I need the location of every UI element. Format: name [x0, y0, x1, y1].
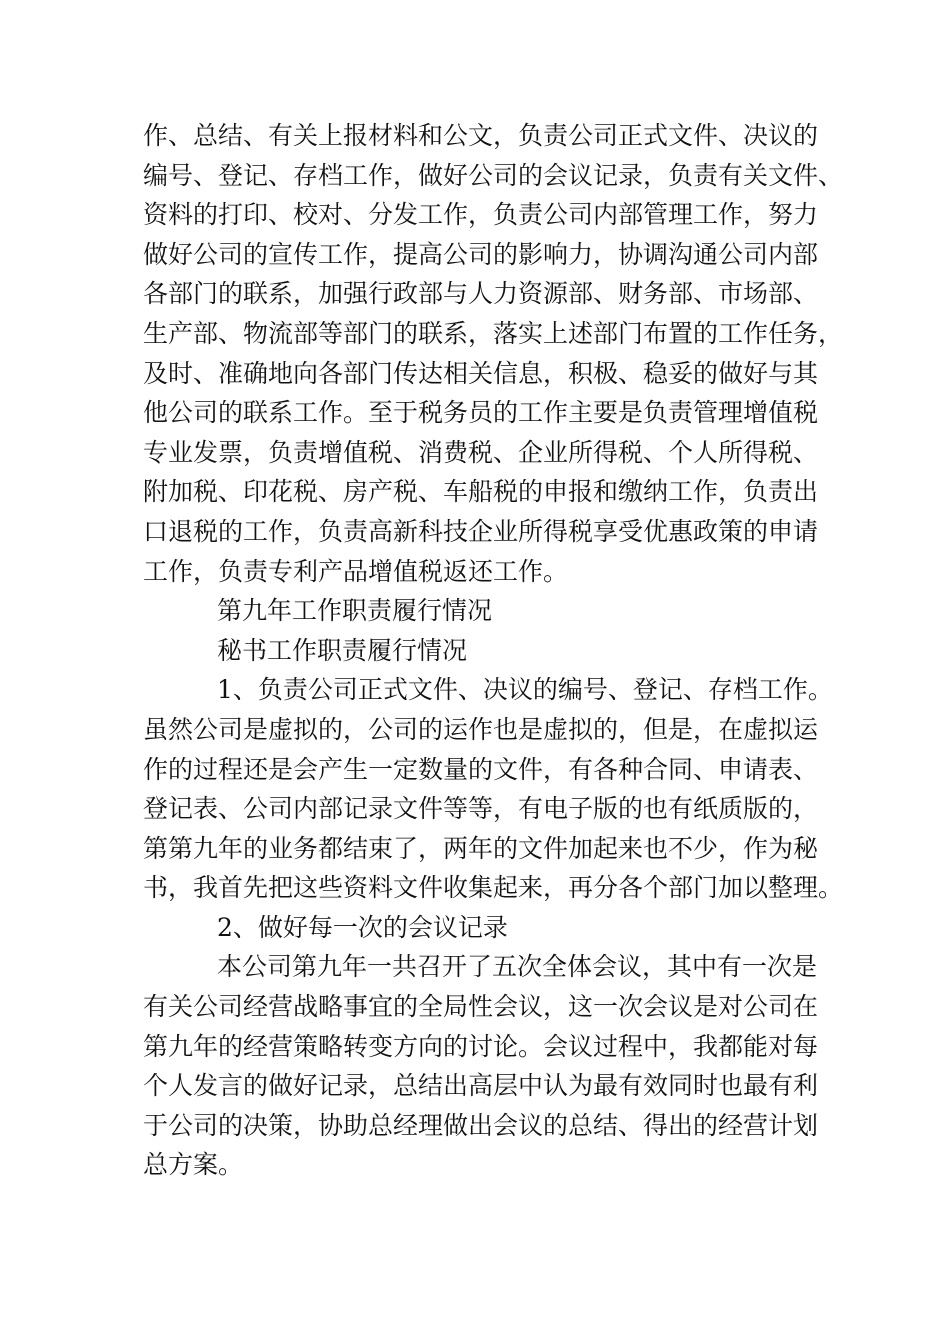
text-line: 口退税的工作，负责高新科技企业所得税享受优惠政策的申请: [143, 516, 819, 546]
text-line: 有关公司经营战略事宜的全局性会议，这一次会议是对公司在: [143, 992, 819, 1022]
text-line: 2、做好每一次的会议记录: [217, 912, 508, 942]
text-line: 资料的打印、校对、分发工作，负责公司内部管理工作，努力: [143, 200, 819, 230]
text-line: 虽然公司是虚拟的，公司的运作也是虚拟的，但是，在虚拟运: [143, 714, 819, 744]
text-line: 专业发票，负责增值税、消费税、企业所得税、个人所得税、: [143, 437, 819, 467]
text-line: 工作，负责专利产品增值税返还工作。: [143, 556, 569, 586]
text-line: 第第九年的业务都结束了，两年的文件加起来也不少，作为秘: [143, 833, 819, 863]
text-line: 作、总结、有关上报材料和公文，负责公司正式文件、决议的: [143, 121, 819, 150]
text-line: 总方案。: [143, 1150, 244, 1180]
text-line: 及时、准确地向各部门传达相关信息，积极、稳妥的做好与其: [143, 358, 819, 388]
text-line: 秘书工作职责履行情况: [217, 635, 468, 665]
text-line: 他公司的联系工作。至于税务员的工作主要是负责管理增值税: [143, 398, 819, 428]
text-line: 于公司的决策，协助总经理做出会议的总结、得出的经营计划: [143, 1110, 819, 1140]
text-line: 第九年的经营策略转变方向的讨论。会议过程中，我都能对每: [143, 1031, 819, 1061]
text-line: 做好公司的宣传工作，提高公司的影响力，协调沟通公司内部: [143, 239, 819, 269]
text-line: 附加税、印花税、房产税、车船税的申报和缴纳工作，负责出: [143, 477, 819, 507]
text-line: 书，我首先把这些资料文件收集起来，再分各个部门加以整理。: [143, 873, 844, 903]
text-line: 登记表、公司内部记录文件等等，有电子版的也有纸质版的，: [143, 794, 819, 824]
text-line: 本公司第九年一共召开了五次全体会议，其中有一次是: [217, 952, 818, 982]
text-line: 生产部、物流部等部门的联系，落实上述部门布置的工作任务，: [143, 318, 844, 348]
text-line: 编号、登记、存档工作，做好公司的会议记录，负责有关文件、: [143, 160, 844, 190]
text-line: 第九年工作职责履行情况: [217, 596, 493, 626]
text-line: 各部门的联系，加强行政部与人力资源部、财务部、市场部、: [143, 279, 819, 309]
text-line: 1、负责公司正式文件、决议的编号、登记、存档工作。: [217, 675, 833, 705]
text-line: 个人发言的做好记录，总结出高层中认为最有效同时也最有利: [143, 1071, 819, 1101]
document-body: [143, 116, 844, 1185]
text-line: 作的过程还是会产生一定数量的文件，有各种合同、申请表、: [143, 754, 819, 784]
